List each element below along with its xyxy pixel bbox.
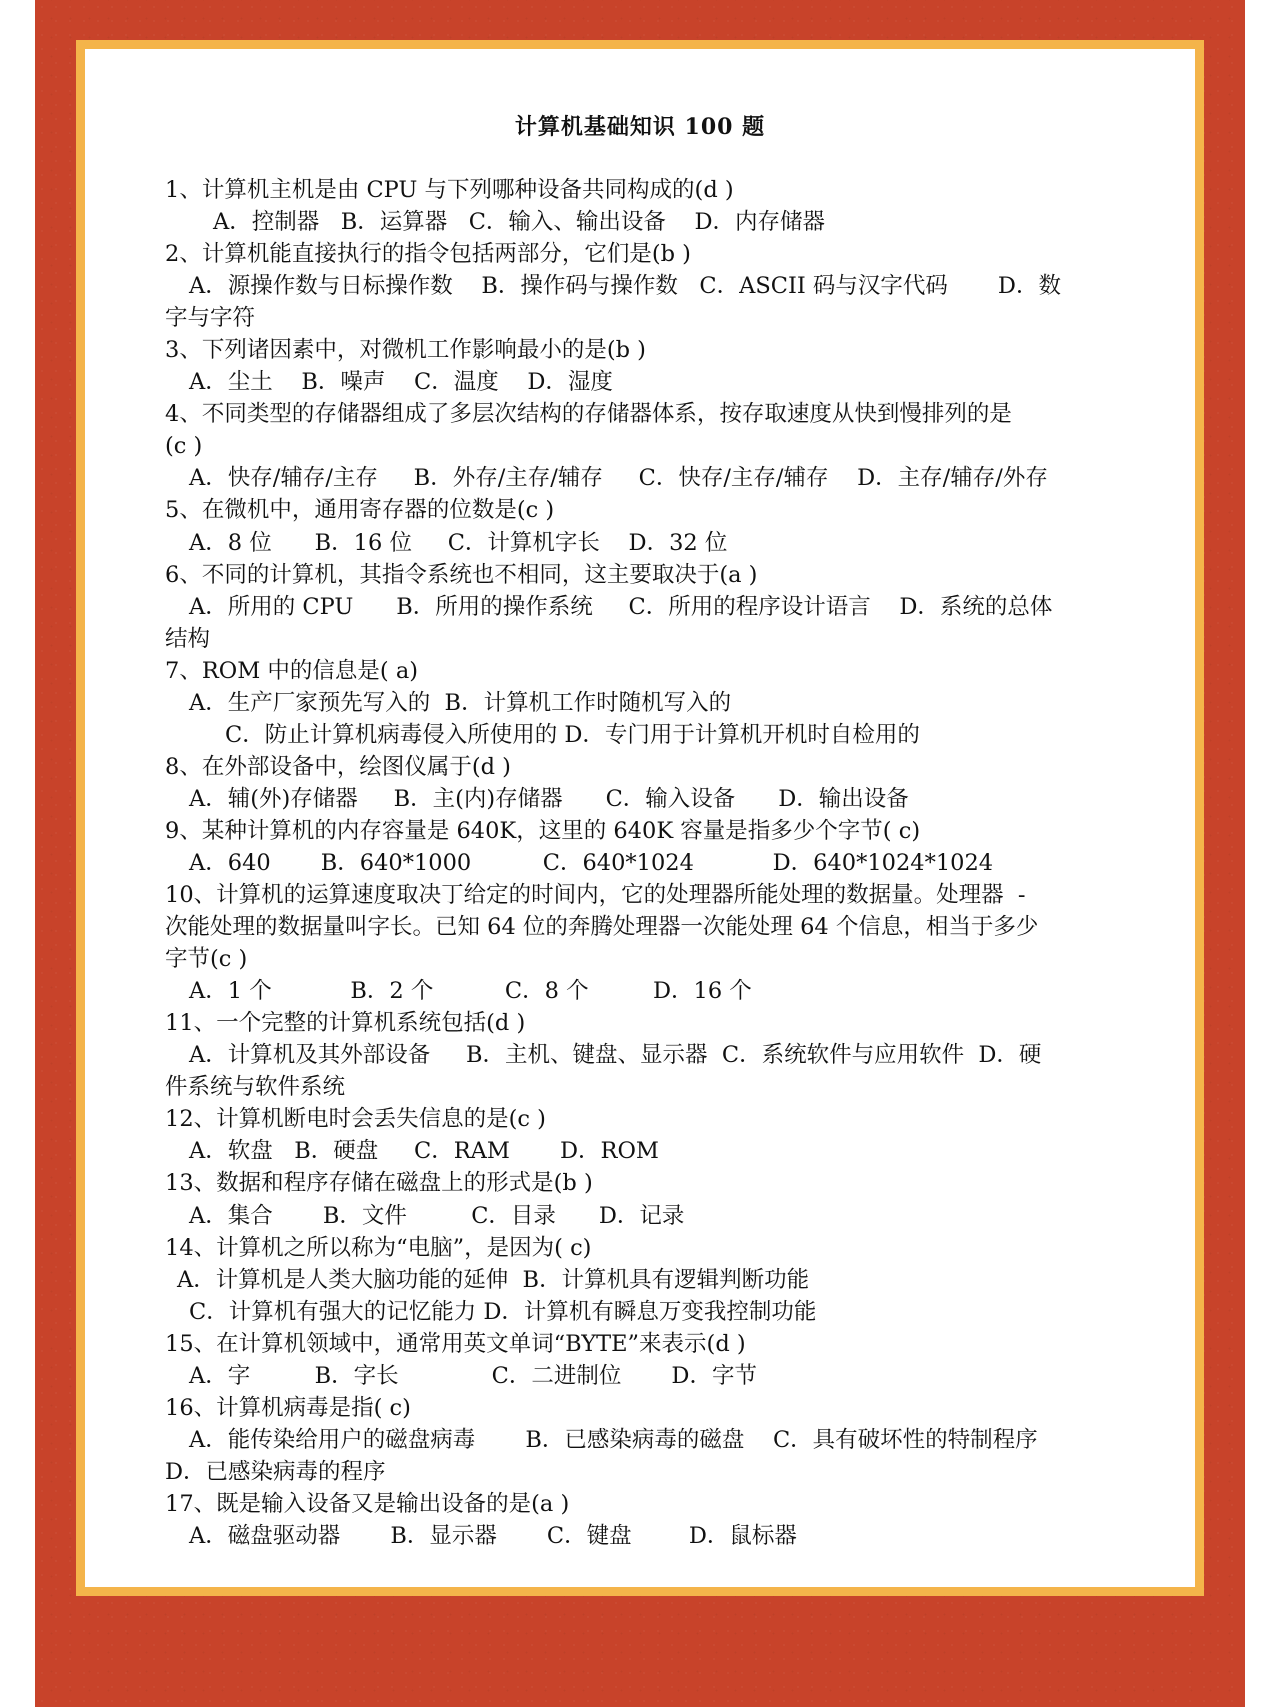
text-line: 7、ROM 中的信息是( a) <box>165 657 419 684</box>
text-line: 字节(c ) <box>165 946 248 973</box>
text-line: 11、一个完整的计算机系统包括(d ) <box>165 1010 526 1037</box>
text-line: A．能传染给用户的磁盘病毒 B．已感染病毒的磁盘 C．具有破坏性的特制程序 <box>189 1426 1038 1453</box>
text-line: 10、计算机的运算速度取决丁给定的时间内，它的处理器所能处理的数据量。处理器 - <box>165 882 1026 909</box>
text-line: C．计算机有强大的记忆能力 D．计算机有瞬息万变我控制功能 <box>189 1298 817 1325</box>
text-line: A．控制器 B．运算器 C．输入、输出设备 D．内存储器 <box>213 209 826 236</box>
text-line: 15、在计算机领域中，通常用英文单词“BYTE”来表示(d ) <box>165 1330 746 1357</box>
text-line: 4、不同类型的存储器组成了多层次结构的存储器体系，按存取速度从快到慢排列的是 <box>165 401 1012 428</box>
text-line: A．快存/辅存/主存 B．外存/主存/辅存 C．快存/主存/辅存 D．主存/辅存/外存 <box>189 465 1048 492</box>
text-line: A．集合 B．文件 C．目录 D．记录 <box>189 1202 685 1229</box>
text-line: C．防止计算机病毒侵入所使用的 D．专门用于计算机开机时自检用的 <box>225 721 920 748</box>
text-line: 17、既是输入设备又是输出设备的是(a ) <box>165 1490 570 1517</box>
text-line: 12、计算机断电时会丢失信息的是(c ) <box>165 1106 546 1133</box>
text-line: D．已感染病毒的程序 <box>165 1458 386 1485</box>
text-line: 6、不同的计算机，其指令系统也不相同，这主要取决于(a ) <box>165 561 758 588</box>
text-line: 14、计算机之所以称为“电脑”，是因为( c) <box>165 1234 592 1261</box>
text-line: A．1 个 B．2 个 C．8 个 D．16 个 <box>189 978 752 1005</box>
document-title: 计算机基础知识 100 题 <box>514 114 766 140</box>
text-line: 次能处理的数据量叫字长。已知 64 位的奔腾处理器一次能处理 64 个信息，相当于多少 <box>165 914 1039 941</box>
text-line: A．8 位 B．16 位 C．计算机字长 D．32 位 <box>189 529 728 556</box>
text-line: A．软盘 B．硬盘 C．RAM D．ROM <box>189 1138 659 1165</box>
text-line: A．磁盘驱动器 B．显示器 C．键盘 D．鼠标器 <box>189 1522 797 1549</box>
text-line: 件系统与软件系统 <box>165 1074 346 1101</box>
text-line: A．尘土 B．噪声 C．温度 D．湿度 <box>189 369 613 396</box>
text-line: 8、在外部设备中，绘图仪属于(d ) <box>165 753 511 780</box>
text-line: A．所用的 CPU B．所用的操作系统 C．所用的程序设计语言 D．系统的总体 <box>189 593 1053 620</box>
text-line: 2、计算机能直接执行的指令包括两部分，它们是(b ) <box>165 241 691 268</box>
text-line: A．源操作数与日标操作数 B．操作码与操作数 C．ASCII 码与汉字代码 D．数 <box>189 273 1061 300</box>
text-line: A．辅(外)存储器 B．主(内)存储器 C．输入设备 D．输出设备 <box>189 785 909 812</box>
text-line: 1、计算机主机是由 CPU 与下列哪种设备共同构成的(d ) <box>165 177 734 203</box>
text-line: 9、某种计算机的内存容量是 640K，这里的 640K 容量是指多少个字节( c) <box>165 817 921 844</box>
text-line: A．生产厂家预先写入的 B．计算机工作时随机写入的 <box>189 689 732 716</box>
text-line: 13、数据和程序存储在磁盘上的形式是(b ) <box>165 1170 593 1197</box>
text-line: 3、下列诸因素中，对微机工作影响最小的是(b ) <box>165 337 646 364</box>
question-list <box>165 174 1125 1552</box>
text-line: (c ) <box>165 433 203 460</box>
text-line: 字与字符 <box>165 305 256 332</box>
text-line: A．字 B．字长 C．二进制位 D．字节 <box>189 1362 757 1389</box>
text-line: 5、在微机中，通用寄存器的位数是(c ) <box>165 497 555 524</box>
text-line: A．640 B．640*1000 C．640*1024 D．640*1024*1024 <box>189 849 994 876</box>
text-line: A．计算机及其外部设备 B．主机、键盘、显示器 C．系统软件与应用软件 D．硬 <box>189 1042 1042 1069</box>
text-line: 16、计算机病毒是指( c) <box>165 1394 411 1421</box>
text-line: A．计算机是人类大脑功能的延伸 B．计算机具有逻辑判断功能 <box>177 1266 810 1293</box>
text-line: 结构 <box>165 625 211 652</box>
